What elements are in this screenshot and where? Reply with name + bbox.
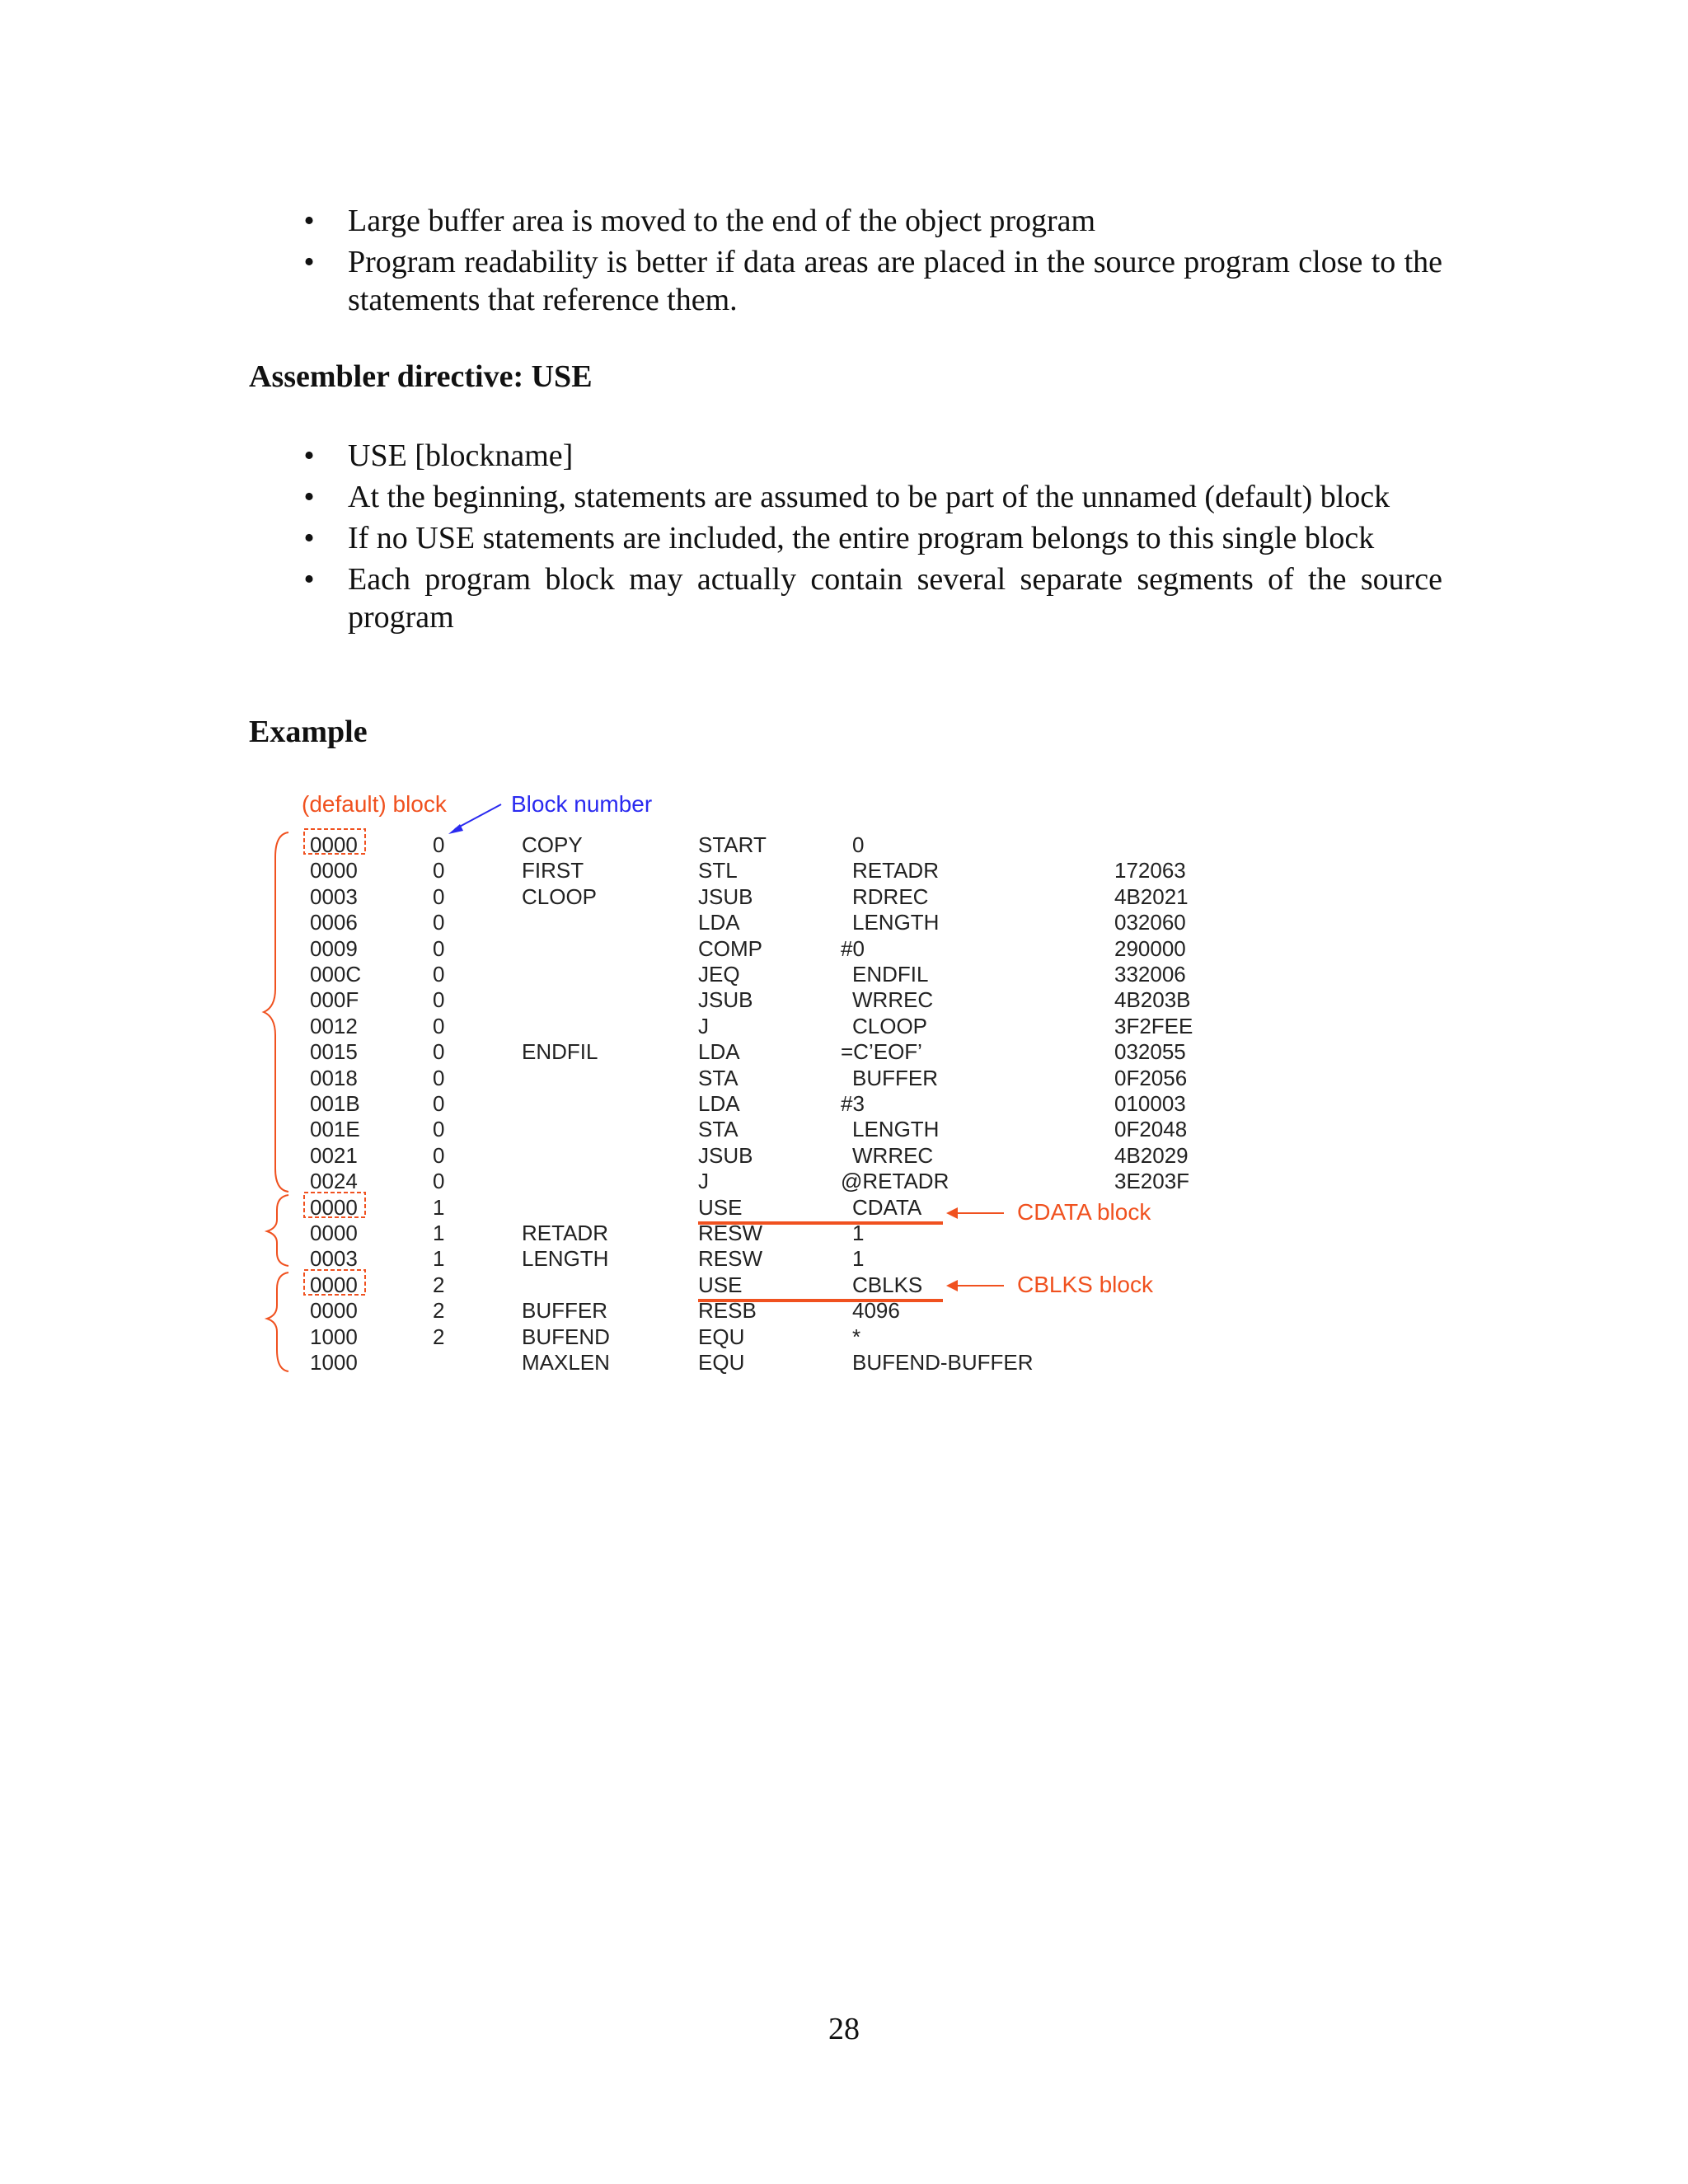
listing-operand: CLOOP <box>852 1013 928 1038</box>
list-item <box>297 437 1442 475</box>
listing-opcode: JEQ <box>698 962 740 987</box>
bullet-icon: • <box>303 438 315 473</box>
listing-opcode: STA <box>698 1065 738 1090</box>
listing-object-code: 4B203B <box>1114 987 1191 1013</box>
listing-location: 000F <box>310 987 359 1013</box>
listing-object-code: 4B2029 <box>1114 1142 1189 1168</box>
listing-block-number: 0 <box>433 962 445 987</box>
list-item-text: Program readability is better if data areas are placed in the source program close to the statements that reference them. <box>348 245 1442 317</box>
listing-location: 0024 <box>310 1169 358 1194</box>
listing-block-number: 2 <box>433 1272 445 1297</box>
listing-block-number: 2 <box>433 1324 445 1349</box>
listing-block-number: 0 <box>433 832 445 857</box>
listing-label: BUFEND <box>522 1324 610 1349</box>
listing-opcode: J <box>698 1169 709 1194</box>
cdata-arrowhead <box>946 1207 958 1219</box>
listing-object-code: 010003 <box>1114 1091 1186 1116</box>
listing-block-number: 0 <box>433 935 445 961</box>
listing-block-number: 1 <box>433 1194 445 1220</box>
listing-opcode: EQU <box>698 1324 745 1349</box>
bullet-icon: • <box>303 562 315 597</box>
brace-default-block <box>264 832 288 1192</box>
block-number-annotation: Block number <box>511 791 653 817</box>
listing-location: 0012 <box>310 1013 358 1038</box>
listing-location: 0000 <box>310 1298 358 1324</box>
brace-cblks-block <box>267 1272 288 1371</box>
listing-location: 0000 <box>310 858 358 883</box>
listing-label: FIRST <box>522 858 584 883</box>
cblks-block-annotation: CBLKS block <box>1017 1272 1153 1297</box>
listing-operand: 1 <box>852 1221 865 1245</box>
listing-operand: 0 <box>852 832 865 857</box>
listing-block-number: 0 <box>433 1142 445 1168</box>
listing-location: 0006 <box>310 910 358 935</box>
listing-label: ENDFIL <box>522 1039 598 1065</box>
bullet-list-use <box>297 437 1442 640</box>
listing-operand: WRREC <box>852 987 934 1013</box>
program-listing-figure <box>247 783 1236 1385</box>
listing-object-code: 3E203F <box>1114 1169 1190 1194</box>
listing-operand: CBLKS <box>852 1272 923 1297</box>
page-number: 28 <box>828 2012 860 2046</box>
listing-location: 0000 <box>310 832 358 857</box>
listing-operand: #3 <box>841 1091 865 1116</box>
listing-location: 0015 <box>310 1039 358 1065</box>
listing-location: 0003 <box>310 883 358 909</box>
listing-location: 000C <box>310 962 362 987</box>
listing-location: 0018 <box>310 1065 358 1090</box>
listing-opcode: COMP <box>698 935 762 961</box>
bullet-list-top <box>297 202 1442 322</box>
listing-location: 1000 <box>310 1350 358 1375</box>
listing-opcode: LDA <box>698 910 740 935</box>
list-item <box>297 519 1442 557</box>
listing-label: CLOOP <box>522 883 598 909</box>
listing-object-code: 0F2048 <box>1114 1117 1188 1142</box>
listing-operand: CDATA <box>852 1194 922 1220</box>
listing-object-code: 4B2021 <box>1114 883 1189 909</box>
brace-cdata-block <box>267 1195 288 1266</box>
listing-opcode: RESW <box>698 1246 762 1272</box>
listing-operand: WRREC <box>852 1142 934 1168</box>
listing-opcode: JSUB <box>698 1142 753 1168</box>
listing-opcode: EQU <box>698 1350 745 1375</box>
list-item-text: Each program block may actually contain several separate segments of the source program <box>348 562 1442 635</box>
bullet-icon: • <box>303 204 315 238</box>
listing-opcode: LDA <box>698 1091 740 1116</box>
listing-block-number: 0 <box>433 1039 445 1065</box>
listing-label: MAXLEN <box>522 1350 610 1375</box>
listing-location: 1000 <box>310 1324 358 1349</box>
list-item-text: USE [blockname] <box>348 438 574 473</box>
dashed-box-default <box>304 829 365 854</box>
listing-block-number: 1 <box>433 1221 445 1245</box>
listing-block-number: 0 <box>433 1169 445 1194</box>
listing-object-code: 332006 <box>1114 962 1186 987</box>
listing-block-number: 0 <box>433 987 445 1013</box>
listing-location: 0000 <box>310 1221 358 1245</box>
listing-block-number: 0 <box>433 883 445 909</box>
listing-block-number: 0 <box>433 858 445 883</box>
listing-operand: RETADR <box>852 858 939 883</box>
listing-opcode: USE <box>698 1272 743 1297</box>
dashed-box-cdata <box>304 1193 365 1217</box>
listing-object-code: 3F2FEE <box>1114 1013 1193 1038</box>
listing-location: 001B <box>310 1091 360 1116</box>
listing-block-number: 1 <box>433 1246 445 1272</box>
listing-operand: #0 <box>841 935 865 961</box>
cdata-block-annotation: CDATA block <box>1017 1199 1151 1225</box>
listing-opcode: JSUB <box>698 987 753 1013</box>
listing-location: 001E <box>310 1117 360 1142</box>
list-item-text: If no USE statements are included, the entire program belongs to this single block <box>348 521 1375 555</box>
listing-opcode: STA <box>698 1117 738 1142</box>
list-item <box>297 478 1442 516</box>
listing-label: RETADR <box>522 1221 608 1245</box>
listing-block-number: 0 <box>433 910 445 935</box>
bullet-icon: • <box>303 245 315 279</box>
listing-opcode: JSUB <box>698 883 753 909</box>
list-item <box>297 202 1442 240</box>
listing-operand: ENDFIL <box>852 962 929 987</box>
listing-opcode: LDA <box>698 1039 740 1065</box>
listing-object-code: 032055 <box>1114 1039 1186 1065</box>
default-block-annotation: (default) block <box>302 791 447 817</box>
list-item <box>297 560 1442 636</box>
listing-location: 0021 <box>310 1142 358 1168</box>
dashed-box-cblks <box>304 1270 365 1295</box>
listing-location: 0003 <box>310 1246 358 1272</box>
listing-operand: =C’EOF’ <box>841 1039 922 1065</box>
listing-block-number: 0 <box>433 1013 445 1038</box>
listing-object-code: 0F2056 <box>1114 1065 1188 1090</box>
listing-label: BUFFER <box>522 1298 607 1324</box>
listing-location: 0000 <box>310 1194 358 1220</box>
listing-operand: * <box>852 1324 861 1349</box>
listing-object-code: 172063 <box>1114 858 1186 883</box>
listing-operand: 1 <box>852 1246 865 1272</box>
listing-object-code: 032060 <box>1114 910 1186 935</box>
list-item <box>297 243 1442 319</box>
listing-opcode: START <box>698 832 767 857</box>
listing-operand: BUFFER <box>852 1065 938 1090</box>
bullet-icon: • <box>303 480 315 514</box>
block-number-arrow-line <box>455 804 501 829</box>
listing-opcode: RESB <box>698 1298 757 1324</box>
bullet-icon: • <box>303 521 315 555</box>
listing-operand: @RETADR <box>841 1169 950 1194</box>
cblks-arrowhead <box>946 1280 958 1291</box>
listing-location: 0009 <box>310 935 358 961</box>
listing-label: COPY <box>522 832 583 857</box>
listing-operand: BUFEND-BUFFER <box>852 1350 1034 1375</box>
listing-block-number: 0 <box>433 1065 445 1090</box>
listing-location: 0000 <box>310 1272 358 1297</box>
listing-opcode: USE <box>698 1194 743 1220</box>
listing-operand: LENGTH <box>852 910 940 935</box>
section-heading-example: Example <box>249 715 368 749</box>
listing-block-number: 2 <box>433 1298 445 1324</box>
listing-opcode: J <box>698 1013 709 1038</box>
listing-opcode: RESW <box>698 1221 762 1245</box>
listing-operand: 4096 <box>852 1298 900 1324</box>
listing-opcode: STL <box>698 858 738 883</box>
section-heading-use: Assembler directive: USE <box>249 359 593 394</box>
list-item-text: Large buffer area is moved to the end of the object program <box>348 204 1096 238</box>
listing-object-code: 290000 <box>1114 935 1186 961</box>
listing-block-number: 0 <box>433 1117 445 1142</box>
listing-block-number: 0 <box>433 1091 445 1116</box>
listing-operand: RDREC <box>852 883 929 909</box>
list-item-text: At the beginning, statements are assumed to be part of the unnamed (default) block <box>348 480 1390 514</box>
listing-operand: LENGTH <box>852 1117 940 1142</box>
listing-label: LENGTH <box>522 1246 609 1272</box>
